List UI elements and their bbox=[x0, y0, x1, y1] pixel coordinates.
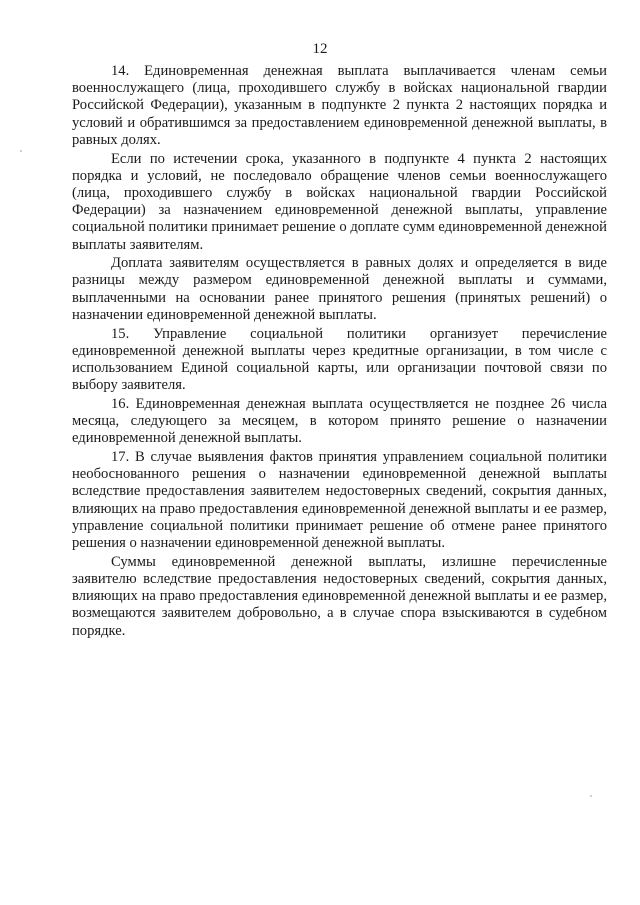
paragraph-14: 14. Единовременная денежная выплата выплачивается членам семьи военнослужащего (лица, проходившего службу в войсках национальной гвардии Российской Федерации), указанным в подпункте 2 пункта 2 настоящих порядка и условий и обратившимся за предоставлением единовременной денежной выплаты, в равных долях. bbox=[72, 63, 607, 148]
page-number: 12 bbox=[312, 41, 328, 57]
paragraph-14-payment-difference: Доплата заявителям осуществляется в равных долях и определяется в виде разницы между размером единовременной денежной выплаты и суммами, выплаченными на основании ранее принятого решения (принятых решений) о назначении единовременной денежной выплаты. bbox=[72, 255, 607, 323]
paragraph-14-additional-payment: Если по истечении срока, указанного в подпункте 4 пункта 2 настоящих порядка и условий, не последовало обращение членов семьи военнослужащего (лица, проходившего службу в войсках национальной гвардии Российской Федерации) за назначением единовременной денежной выплаты, управление социальной политики принимает решение о доплате сумм единовременной денежной выплаты заявителям. bbox=[72, 150, 607, 253]
scan-speck bbox=[590, 795, 592, 797]
scan-speck bbox=[20, 150, 22, 152]
paragraph-17-refund: Суммы единовременной денежной выплаты, излишне перечисленные заявителю вследствие предоставления недостоверных сведений, сокрытия данных, влияющих на право предоставления единовременной денежной выплаты и ее размер, возмещаются заявителем добровольно, а в случае спора взыскиваются в судебном порядке. bbox=[72, 553, 607, 639]
paragraph-15: 15. Управление социальной политики организует перечисление единовременной денежной выплаты через кредитные организации, в том числе с использованием Единой социальной карты, или организации почтовой связи по выбору заявителя. bbox=[72, 325, 607, 394]
paragraph-17: 17. В случае выявления фактов принятия управлением социальной политики необоснованного решения о назначении единовременной денежной выплаты вследствие предоставления заявителем недостоверных сведений, сокрытия данных, влияющих на право предоставления единовременной денежной выплаты и ее размер, управление социальной политики принимает решение об отмене ранее принятого решения о назначении единовременной денежной выплаты. bbox=[72, 448, 607, 551]
document-body bbox=[72, 63, 607, 641]
paragraph-16: 16. Единовременная денежная выплата осуществляется не позднее 26 числа месяца, следующего за месяцем, в котором принято решение о назначении единовременной денежной выплаты. bbox=[72, 395, 607, 447]
